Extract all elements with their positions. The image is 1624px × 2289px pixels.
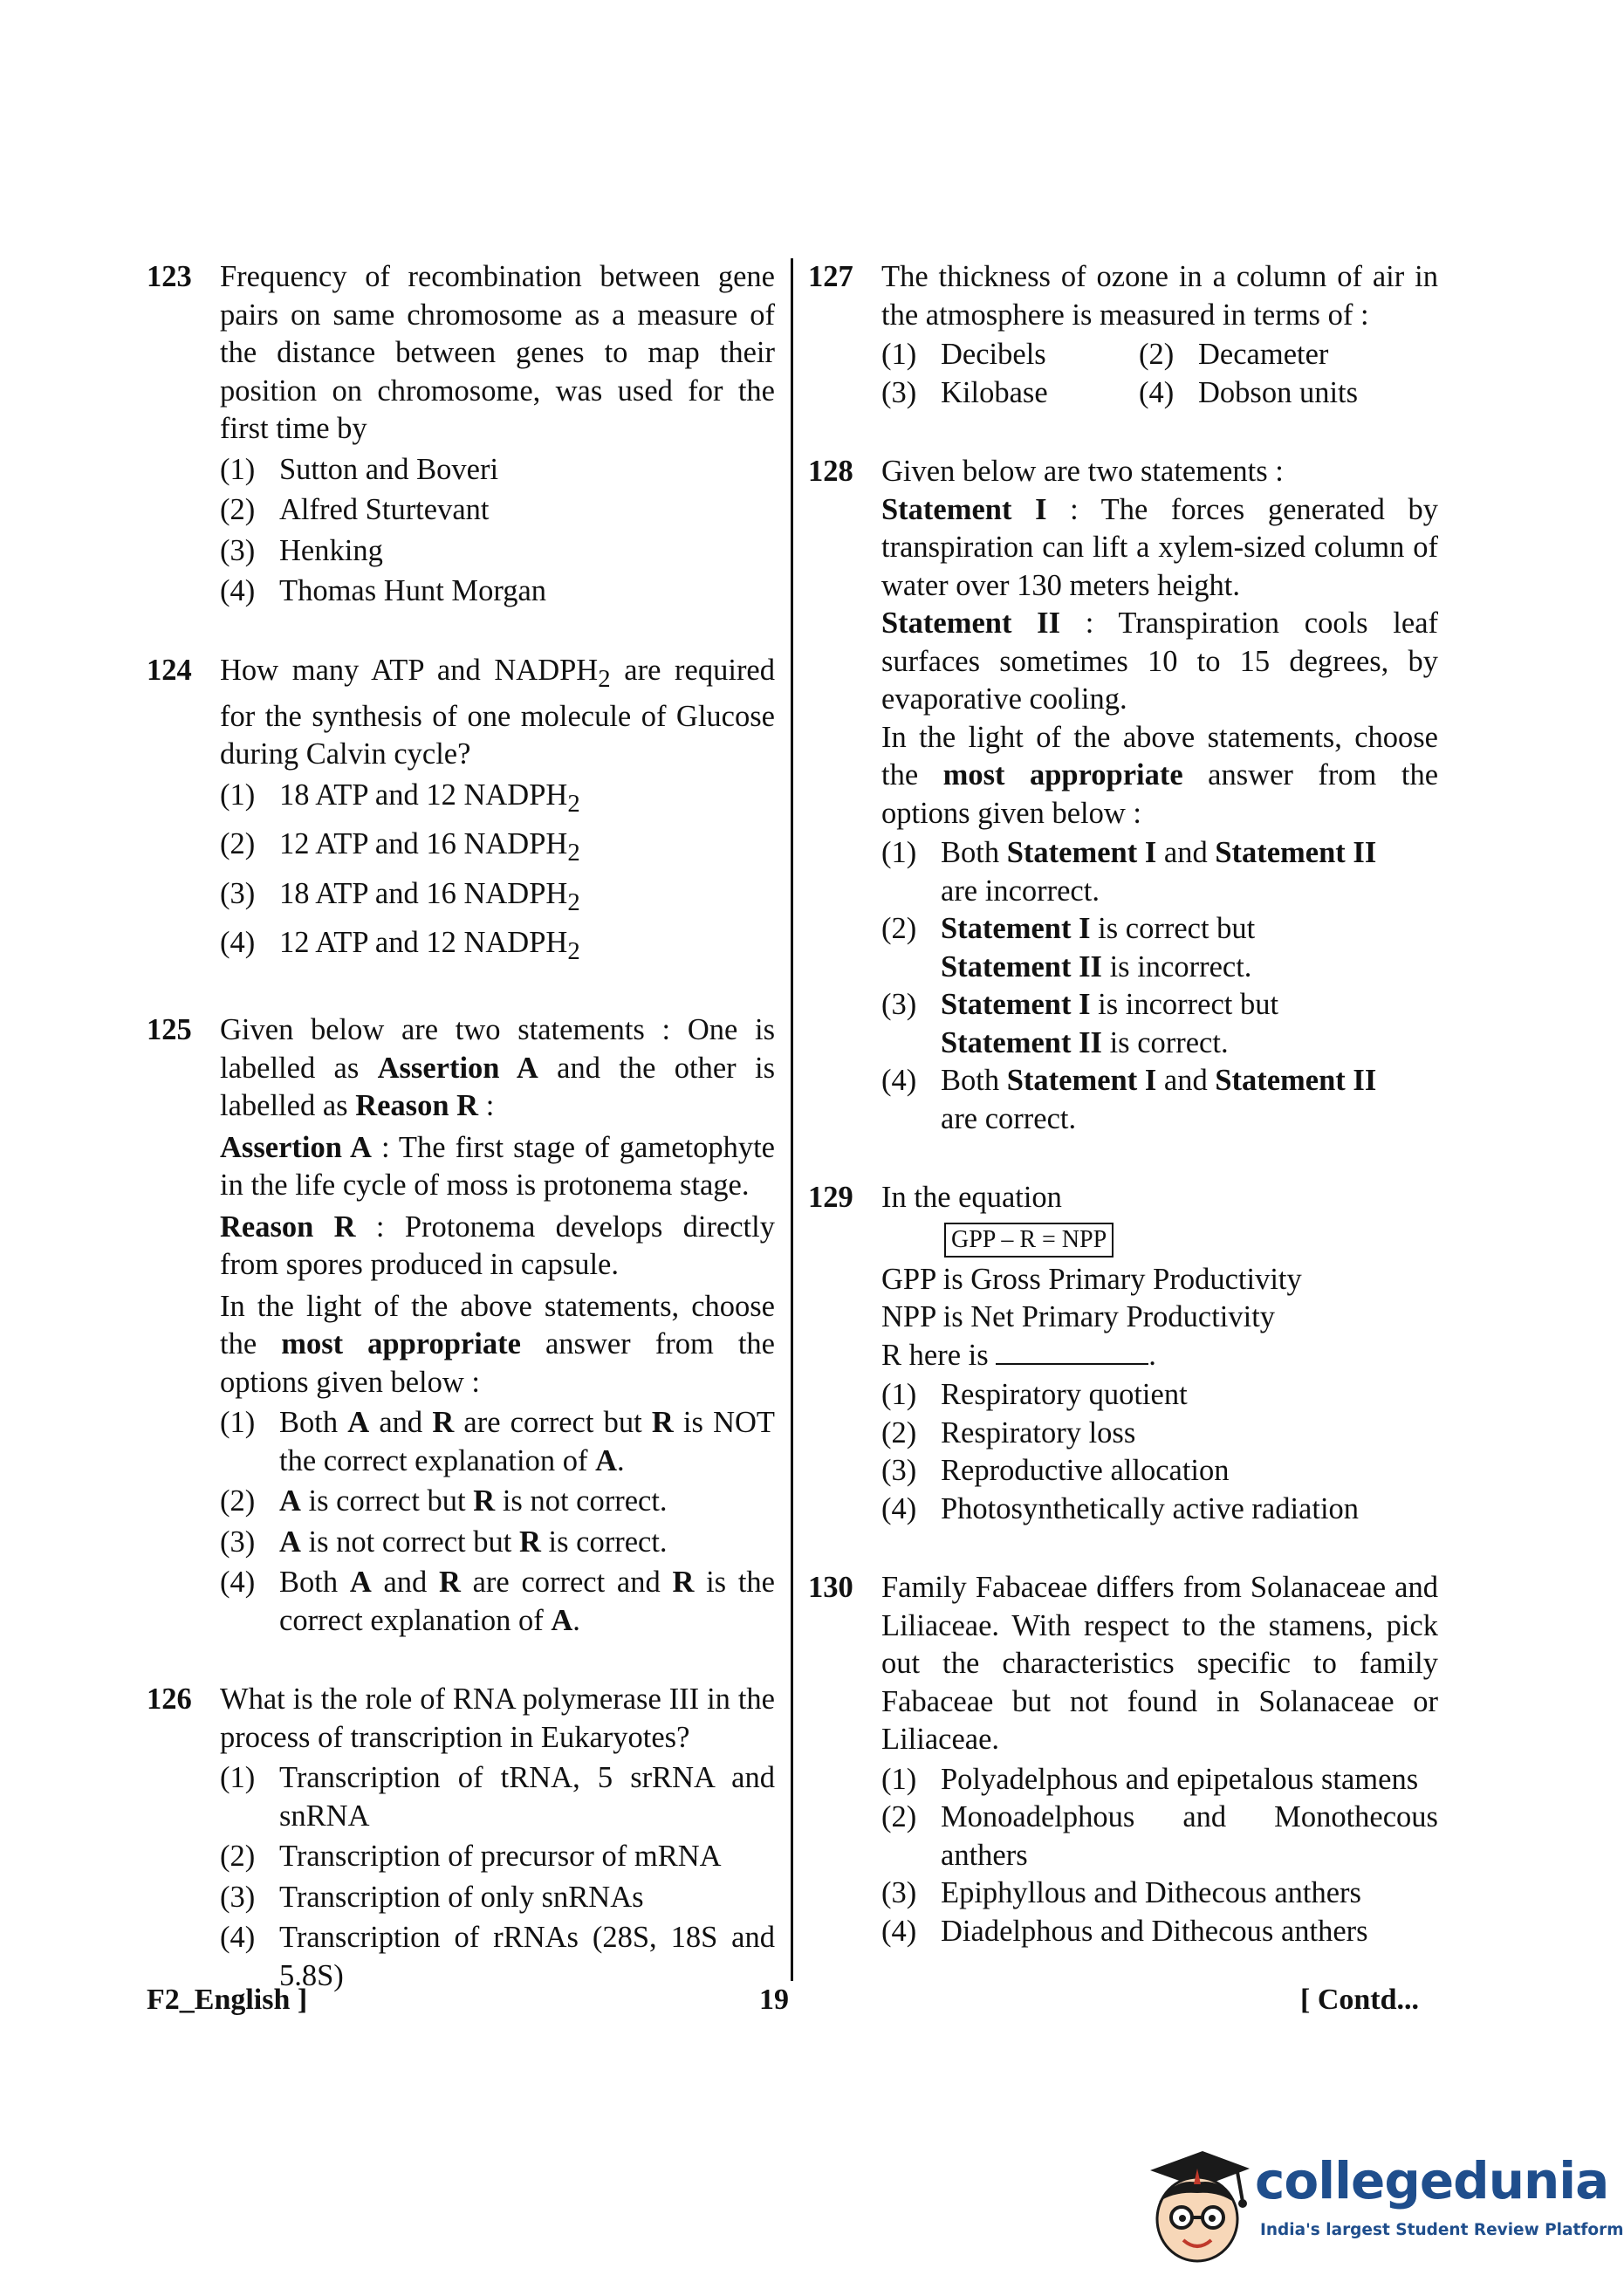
label-a: A [349,1566,372,1600]
option-text: Dobson units [1198,375,1359,409]
assertion-label: Assertion A [377,1051,538,1085]
option-number: (4) [881,1914,917,1948]
option-number: (2) [220,493,256,526]
option-text: Transcription of tRNA, 5 srRNA and snRNA [279,1761,775,1833]
option-3 [881,1452,1438,1491]
footer-continued: [ Contd... [1300,1984,1420,2016]
reason-statement [220,1209,775,1285]
options-list [220,777,775,971]
text-part: and the other is labelled as [220,1051,776,1123]
brand-tagline: India's largest Student Review Platform [1260,2221,1624,2239]
option-text: Transcription of precursor of mRNA [279,1840,722,1874]
text-part: and [371,1566,439,1600]
text-part: Both [941,1064,1007,1097]
statement-ref: Statement II [941,1025,1102,1059]
option-number: (3) [220,876,256,910]
label-r: R [651,1406,674,1440]
statement-ref: Statement I [941,988,1091,1021]
text-part: is correct but [1090,912,1256,945]
answer-blank [996,1337,1148,1365]
label-a: A [279,1525,301,1559]
option-number: (3) [220,533,256,567]
text-part: are correct and [460,1566,673,1600]
option-number: (1) [881,1762,917,1796]
footer-page-number: 19 [759,1984,789,2016]
mascot-icon [1141,2134,1253,2265]
left-column [147,258,775,2036]
text-part: is correct but [300,1484,474,1518]
option-text: 18 ATP and 16 NADPH [279,876,568,910]
question-intro [220,1011,775,1126]
option-3 [220,1524,775,1562]
emphasis: most appropriate [942,758,1183,792]
subscript: 2 [567,936,580,965]
question-intro: Given below are two statements : [881,455,1284,488]
option-text: Henking [279,533,383,567]
options-list [881,1761,1438,1951]
text-part: answer from the options given below : [220,1327,775,1399]
question-stem [220,652,775,774]
option-2 [881,910,1438,986]
option-4 [881,1913,1438,1951]
brand-name: collegedunia [1255,2151,1609,2210]
text-part: is incorrect. [1101,949,1252,983]
text-part: : Transpiration cools leaf surfaces sometimes 10 to 15 degrees, by evaporative cooling. [881,607,1438,716]
option-3 [220,875,775,922]
option-text: 12 ATP and 16 NADPH [279,827,568,861]
definition-npp: NPP is Net Primary Productivity [881,1300,1276,1333]
reason-label: Reason R [355,1089,479,1123]
label-a: A [347,1406,370,1440]
assertion-head: Assertion A [220,1130,372,1164]
question-stem [220,1681,775,1757]
question-stem [881,453,1438,833]
question-text [220,652,775,774]
option-4 [1139,374,1438,413]
option-2 [881,1799,1438,1874]
question-127 [808,258,1438,412]
text-part: are incorrect. [941,874,1100,908]
text-part: and [369,1406,433,1440]
option-3 [220,532,775,571]
option-number: (3) [881,1454,917,1487]
option-number: (4) [220,574,256,607]
text-part: Both [279,1406,348,1440]
question-stem [881,1179,1438,1374]
text-part: : Protonema develops directly from spores produced in capsule. [220,1210,775,1282]
subscript: 2 [567,839,580,867]
option-text: Transcription of only snRNAs [279,1880,644,1914]
option-text: Sutton and Boveri [279,452,499,486]
question-text: What is the role of RNA polymerase III in the process of transcription in Eukaryotes? [220,1682,775,1754]
text-part: is incorrect but [1090,988,1279,1021]
text-part: In the light of the above statements, choose the [220,1289,775,1361]
subscript: 2 [598,664,611,693]
option-number: (2) [881,1415,917,1449]
text-part: Both [279,1566,350,1600]
option-1 [220,1759,775,1835]
option-1 [220,451,775,490]
label-r: R [438,1566,461,1600]
statement-ref: Statement I [941,912,1091,945]
option-2 [220,1838,775,1876]
options-list [220,1759,775,1995]
question-number: 125 [147,1013,192,1047]
option-4 [220,924,775,970]
text-part: : The forces generated by transpiration can lift a xylem-sized column of water over 130 meters height. [881,492,1438,602]
instruction-text [220,1288,775,1402]
option-number: (1) [220,1761,256,1795]
label-r: R [432,1406,455,1440]
option-number: (1) [220,778,256,812]
fill-blank-line [881,1337,1438,1375]
instruction-text [881,719,1438,833]
options-list [220,1404,775,1640]
emphasis: most appropriate [281,1327,521,1361]
text-part: are required for the synthesis of one molecule of Glucose during Calvin cycle? [220,653,775,771]
question-number: 123 [147,260,192,293]
question-number: 129 [808,1181,853,1214]
statement-ref: Statement I [1006,836,1157,869]
option-3 [881,986,1438,1062]
option-3 [881,1874,1438,1913]
text-part: is correct. [540,1525,668,1559]
text-part: is the correct explanation of [279,1566,775,1637]
option-number: (4) [881,1491,917,1525]
option-text: Monoadelphous and Monothecous anthers [941,1800,1438,1872]
statement-head: Statement I [881,492,1047,526]
option-text: Epiphyllous and Dithecous anthers [941,1876,1361,1909]
option-number: (2) [881,1800,917,1833]
option-number: (2) [1139,338,1175,371]
option-4 [881,1491,1438,1529]
options-grid [881,336,1438,412]
statement-ref: Statement II [1215,1064,1377,1097]
question-number: 126 [147,1682,192,1717]
option-number: (1) [220,452,256,486]
option-number: (3) [881,1876,917,1909]
option-2 [220,1483,775,1521]
question-stem [881,1569,1438,1759]
equation-box: GPP – R = NPP [944,1223,1114,1258]
text-part: . [617,1443,625,1477]
option-number: (3) [220,1880,256,1914]
option-text: Decameter [1198,338,1329,371]
text-part: and [1156,836,1216,869]
text-part: In the light of the above statements, choose the [881,720,1438,792]
option-number: (1) [881,338,917,371]
subscript: 2 [567,789,580,818]
label-a: A [595,1443,618,1477]
option-text: Diadelphous and Dithecous anthers [941,1914,1368,1948]
text-part: are correct. [941,1101,1077,1135]
text-part: is not correct. [495,1484,668,1518]
option-text: Reproductive allocation [941,1454,1230,1487]
option-4 [220,1564,775,1640]
option-text: 12 ATP and 12 NADPH [279,926,568,960]
question-number: 128 [808,455,853,488]
option-text: Respiratory quotient [941,1378,1188,1411]
question-number: 124 [147,653,192,687]
option-number: (4) [1139,375,1175,409]
statement-2 [881,605,1438,719]
assertion-statement [220,1129,775,1205]
option-text: Decibels [941,338,1046,371]
question-125 [147,1011,775,1640]
option-2 [220,826,775,872]
option-2 [881,1415,1438,1453]
text-part: : [478,1089,495,1123]
question-text: Frequency of recombination between gene pairs on same chromosome as a measure of the distance between genes to map their position on chromosome, was used for the first time by [220,260,775,445]
option-text: Kilobase [941,375,1048,409]
text-part: is not correct but [300,1525,519,1559]
option-3 [220,1879,775,1917]
text-part: are correct but [454,1406,652,1440]
option-number: (1) [881,836,917,869]
question-123 [147,258,775,611]
subscript: 2 [567,888,580,916]
option-3 [881,374,1139,413]
option-1 [220,1404,775,1480]
definition-gpp: GPP is Gross Primary Productivity [881,1262,1302,1296]
text-part: . [572,1603,580,1637]
statement-ref: Statement I [1006,1064,1157,1097]
question-text: The thickness of ozone in a column of air in the atmosphere is measured in terms of : [881,260,1438,332]
option-4 [881,1062,1438,1138]
statement-ref: Statement II [1215,836,1377,869]
column-divider [791,258,793,1981]
option-2 [1139,336,1438,374]
option-1 [881,1376,1438,1415]
option-number: (1) [220,1406,256,1440]
label-r: R [473,1484,496,1518]
option-number: (2) [220,1840,256,1874]
option-number: (2) [220,827,256,861]
option-1 [881,1761,1438,1799]
option-text: 18 ATP and 12 NADPH [279,778,568,812]
text-part: is NOT the correct explanation of [279,1406,775,1477]
option-1 [881,336,1139,374]
question-130 [808,1569,1438,1950]
option-1 [220,777,775,823]
statement-head: Statement II [881,607,1061,640]
question-stem [220,258,775,449]
text-part: answer from the options given below : [881,758,1439,830]
text-part: R here is [881,1338,997,1372]
text-part: . [1148,1338,1156,1372]
options-list [881,1376,1438,1528]
reason-head: Reason R [220,1210,356,1244]
statement-ref: Statement II [941,949,1102,983]
label-r: R [672,1566,695,1600]
question-number: 130 [808,1571,853,1604]
option-number: (1) [881,1378,917,1411]
options-list [881,834,1438,1138]
question-126 [147,1681,775,1995]
text-part: and [1156,1064,1216,1097]
option-number: (3) [881,988,917,1021]
options-list [220,451,775,611]
option-text: Polyadelphous and epipetalous stamens [941,1762,1419,1796]
option-number: (3) [220,1525,256,1559]
question-stem [881,258,1438,334]
right-column [808,258,1438,1991]
option-text: Alfred Sturtevant [279,493,490,526]
option-number: (3) [881,375,917,409]
text-part: Given below are two statements : One is labelled as [220,1013,775,1085]
option-text: Respiratory loss [941,1415,1136,1449]
option-number: (4) [220,926,256,960]
option-number: (4) [220,1921,256,1955]
option-number: (2) [881,912,917,945]
question-text: Family Fabaceae differs from Solanaceae and Liliaceae. With respect to the stamens, pick out the characteristics specific to family Fabaceae but not found in Solanaceae or Liliaceae. [881,1571,1438,1756]
statement-1 [881,491,1438,606]
collegedunia-watermark [1141,2134,1624,2265]
question-128 [808,453,1438,1138]
option-text: Photosynthetically active radiation [941,1491,1360,1525]
option-number: (4) [881,1064,917,1097]
label-a: A [279,1484,301,1518]
question-stem [220,1011,775,1401]
option-text: Thomas Hunt Morgan [279,574,547,607]
option-text: Transcription of rRNAs (28S, 18S and 5.8S) [279,1921,775,1992]
question-number: 127 [808,260,853,293]
option-1 [881,834,1438,910]
label-r: R [518,1525,541,1559]
text-part: Both [941,836,1007,869]
option-number: (2) [220,1484,256,1518]
footer-paper-code: F2_English ] [147,1984,308,2016]
text-part: is correct. [1101,1025,1229,1059]
text-part: How many ATP and NADPH [220,653,599,687]
question-124 [147,652,775,971]
question-129 [808,1179,1438,1528]
label-a: A [551,1603,573,1637]
option-4 [220,572,775,611]
text-part: : The first stage of gametophyte in the life cycle of moss is protonema stage. [220,1130,775,1203]
question-text: In the equation [881,1181,1062,1214]
option-number: (4) [220,1566,256,1600]
option-2 [220,491,775,530]
